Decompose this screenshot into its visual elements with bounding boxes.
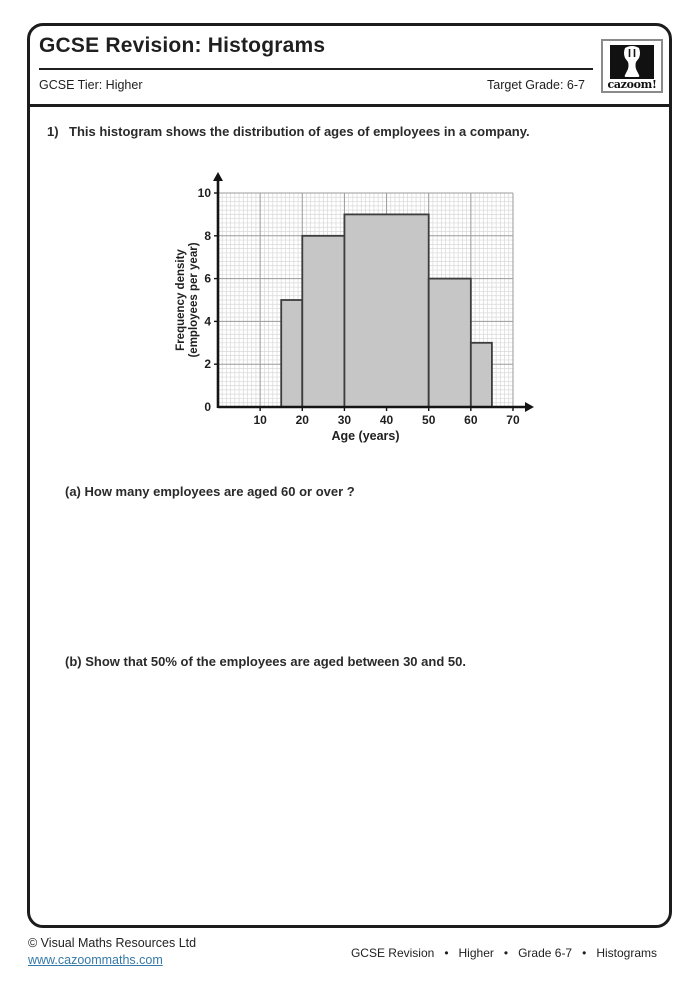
question-intro: This histogram shows the distribution of ages of employees in a company. — [69, 124, 530, 139]
breadcrumb-separator: • — [444, 946, 449, 960]
target-grade-label: Target Grade: 6-7 — [487, 78, 585, 92]
footer-link[interactable]: www.cazoommaths.com — [28, 953, 163, 967]
svg-text:50: 50 — [422, 413, 436, 427]
svg-text:2: 2 — [204, 357, 211, 372]
svg-text:6: 6 — [204, 271, 211, 286]
question-part-b: (b) Show that 50% of the employees are aged between 30 and 50. — [65, 654, 466, 669]
breadcrumb-item: GCSE Revision — [350, 946, 435, 960]
footer-breadcrumb — [351, 946, 657, 960]
svg-text:10: 10 — [197, 186, 211, 200]
svg-text:20: 20 — [295, 413, 309, 427]
breadcrumb-item: Grade 6-7 — [518, 946, 573, 960]
tier-label: GCSE Tier: Higher — [39, 78, 143, 92]
svg-text:Age (years): Age (years) — [331, 429, 400, 443]
svg-text:60: 60 — [464, 413, 478, 427]
histogram-chart — [168, 150, 540, 450]
svg-text:70: 70 — [506, 413, 520, 427]
svg-text:0: 0 — [204, 400, 211, 414]
breadcrumb-item: Histograms — [596, 946, 657, 960]
page-title: GCSE Revision: Histograms — [39, 34, 326, 57]
footer-copyright: © Visual Maths Resources Ltd — [28, 936, 197, 950]
title-underline — [39, 68, 593, 70]
breadcrumb-separator: • — [503, 946, 509, 960]
svg-text:(employees per year): (employees per year) — [188, 242, 200, 358]
cazoom-logo-text: cazoom! — [607, 78, 657, 91]
header-divider — [30, 104, 669, 107]
svg-text:Frequency density: Frequency density — [175, 249, 187, 351]
svg-text:10: 10 — [253, 413, 267, 427]
svg-text:40: 40 — [379, 413, 394, 427]
breadcrumb-separator: • — [582, 946, 587, 960]
svg-text:30: 30 — [337, 413, 352, 427]
histogram-svg — [168, 150, 540, 450]
question-part-a: (a) How many employees are aged 60 or over ? — [65, 484, 355, 499]
cazoom-logo-glyph — [610, 45, 654, 79]
question-number: 1) — [47, 124, 59, 139]
svg-text:4: 4 — [204, 314, 211, 329]
breadcrumb-item: Higher — [458, 946, 494, 960]
cazoom-logo — [601, 39, 663, 93]
svg-text:8: 8 — [204, 228, 211, 243]
